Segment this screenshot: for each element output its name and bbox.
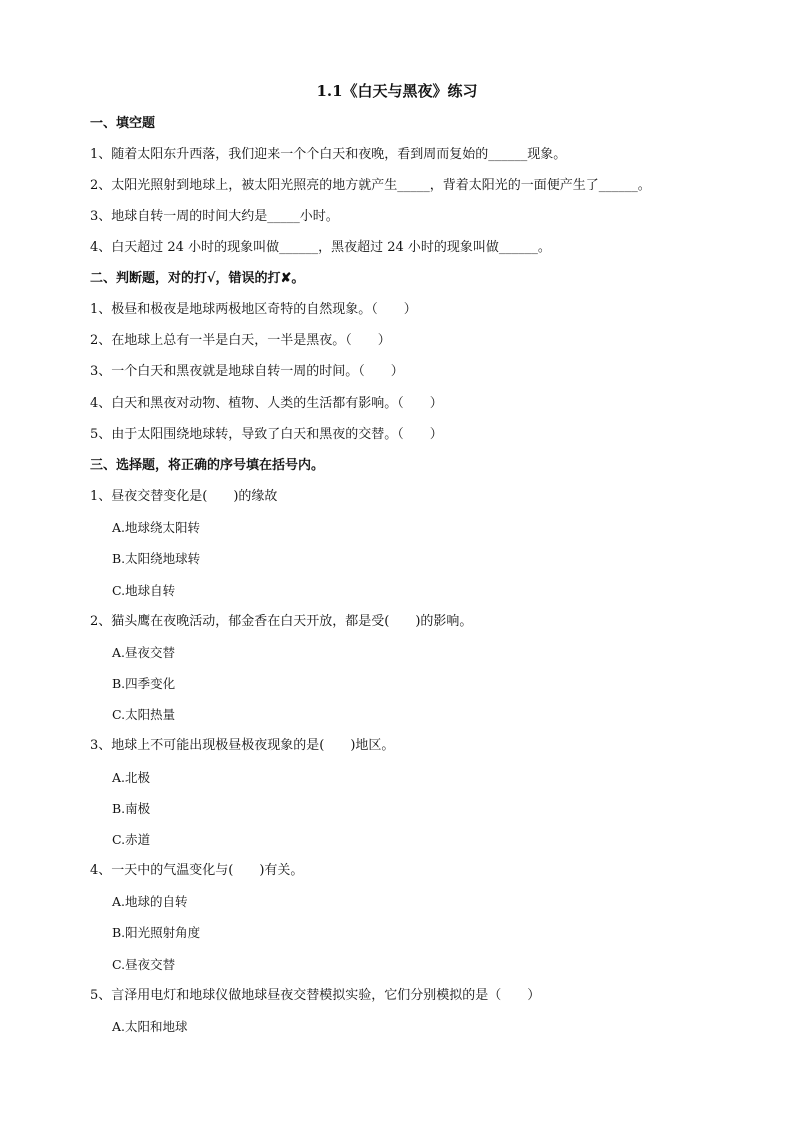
- choice-question-4: 4、一天中的气温变化与( )有关。: [90, 863, 304, 878]
- fill-blank-question-4: 4、白天超过 24 小时的现象叫做______，黑夜超过 24 小时的现象叫做______。: [90, 240, 551, 255]
- true-false-question-1: 1、极昼和极夜是地球两极地区奇特的自然现象。（ ）: [90, 302, 417, 317]
- document-title: 1.1《白天与黑夜》练习: [316, 82, 478, 100]
- choice-option: B.四季变化: [112, 676, 176, 691]
- section-heading-true-false: 二、判断题，对的打√，错误的打✘。: [90, 271, 305, 286]
- choice-option: B.南极: [112, 801, 151, 816]
- choice-option: B.太阳绕地球转: [112, 551, 201, 566]
- choice-option: C.昼夜交替: [112, 957, 176, 972]
- section-heading-fill-blank: 一、填空题: [90, 116, 156, 131]
- choice-option: C.地球自转: [112, 583, 176, 598]
- choice-option: A.地球绕太阳转: [112, 520, 201, 535]
- choice-option: A.太阳和地球: [112, 1019, 188, 1034]
- choice-question-1: 1、昼夜交替变化是( )的缘故: [90, 489, 278, 504]
- section-heading-multiple-choice: 三、选择题，将正确的序号填在括号内。: [90, 458, 325, 473]
- choice-question-5: 5、言泽用电灯和地球仪做地球昼夜交替模拟实验，它们分别模拟的是（ ）: [90, 988, 541, 1003]
- true-false-question-2: 2、在地球上总有一半是白天，一半是黑夜。（ ）: [90, 333, 391, 348]
- true-false-question-3: 3、一个白天和黑夜就是地球自转一周的时间。（ ）: [90, 364, 404, 379]
- choice-option: C.太阳热量: [112, 707, 176, 722]
- fill-blank-question-3: 3、地球自转一周的时间大约是_____小时。: [90, 209, 339, 224]
- choice-option: A.北极: [112, 770, 151, 785]
- fill-blank-question-2: 2、太阳光照射到地球上，被太阳光照亮的地方就产生_____，背着太阳光的一面便产生了______。: [90, 178, 651, 193]
- true-false-question-4: 4、白天和黑夜对动物、植物、人类的生活都有影响。（ ）: [90, 396, 443, 411]
- choice-option: A.地球的自转: [112, 894, 188, 909]
- choice-question-3: 3、地球上不可能出现极昼极夜现象的是( )地区。: [90, 738, 395, 753]
- fill-blank-question-1: 1、随着太阳东升西落，我们迎来一个个白天和夜晚，看到周而复始的______现象。: [90, 147, 567, 162]
- choice-question-2: 2、猫头鹰在夜晚活动，郁金香在白天开放，都是受( )的影响。: [90, 614, 473, 629]
- choice-option: A.昼夜交替: [112, 645, 176, 660]
- true-false-question-5: 5、由于太阳围绕地球转，导致了白天和黑夜的交替。（ ）: [90, 427, 443, 442]
- choice-option: B.阳光照射角度: [112, 925, 201, 940]
- choice-option: C.赤道: [112, 832, 151, 847]
